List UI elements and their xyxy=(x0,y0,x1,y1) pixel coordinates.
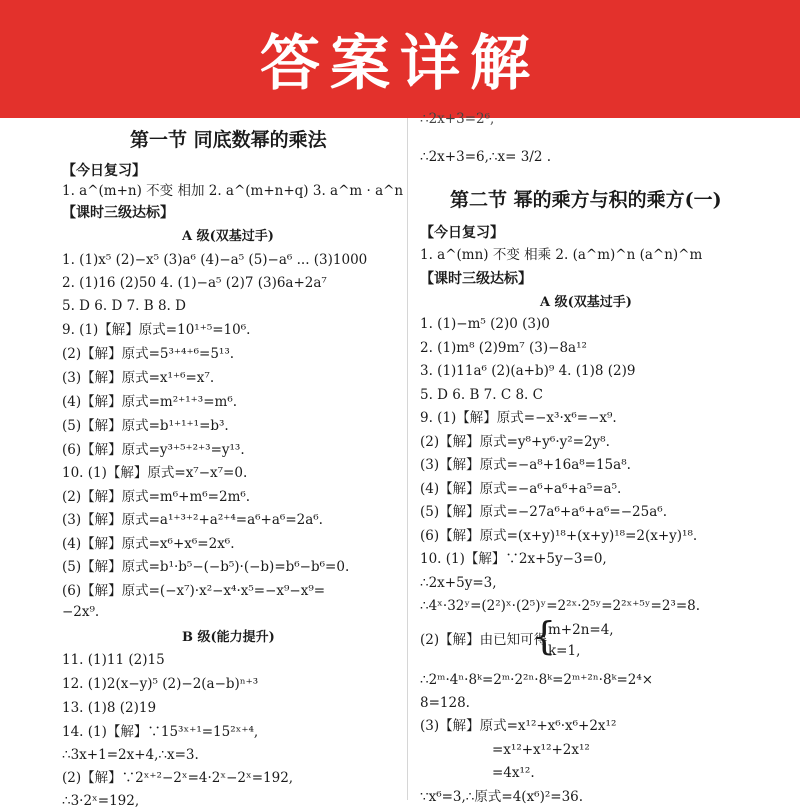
right-review-line: 1. a^(mn) 不变 相乘 2. (a^m)^n (a^n)^m xyxy=(420,247,703,263)
banner-title: 答案详解 xyxy=(260,29,540,99)
right-line: (3)【解】原式=−a⁸+16a⁸=15a⁸. xyxy=(420,457,631,473)
left-line: (4)【解】原式=m²⁺¹⁺³=m⁶. xyxy=(62,394,238,410)
left-line: (6)【解】原式=(−x⁷)·x²−x⁴·x⁵=−x⁹−x⁹= xyxy=(62,583,326,599)
right-line2: 8=128. xyxy=(420,695,470,711)
right-system-brace: { xyxy=(532,614,557,658)
left-line: (2)【解】原式=5³⁺⁴⁺⁶=5¹³. xyxy=(62,346,235,362)
left-level-a: A 级(双基过手) xyxy=(182,229,274,244)
right-section-title: 第二节 幂的乘方与积的乘方(一) xyxy=(450,189,722,211)
left-line: 10. (1)【解】原式=x⁷−x⁷=0. xyxy=(62,465,248,481)
right-line: (4)【解】原式=−a⁶+a⁶+a⁵=a⁵. xyxy=(420,481,622,497)
right-top-cut: ∴2x+3=2⁶, xyxy=(420,111,495,127)
right-line: 1. (1)−m⁵ (2)0 (3)0 xyxy=(420,316,550,332)
right-line: (6)【解】原式=(x+y)¹⁸+(x+y)¹⁸=2(x+y)¹⁸. xyxy=(420,528,698,544)
right-system-eq1: m+2n=4, xyxy=(548,622,614,638)
left-line: −2x⁹. xyxy=(62,604,100,620)
right-top-line: ∴2x+3=6,∴x= 3/2 . xyxy=(420,149,551,165)
left-line: (6)【解】原式=y³⁺⁵⁺²⁺³=y¹³. xyxy=(62,442,245,458)
left-line: (3)【解】原式=x¹⁺⁶=x⁷. xyxy=(62,370,215,386)
right-system-eq2: k=1, xyxy=(548,643,581,659)
right-line: (2)【解】原式=y⁸+y⁶·y²=2y⁸. xyxy=(420,434,610,450)
right-line: 5. D 6. B 7. C 8. C xyxy=(420,387,543,403)
left-line: 9. (1)【解】原式=10¹⁺⁵=10⁶. xyxy=(62,322,251,338)
left-review-heading: 【今日复习】 xyxy=(62,163,146,179)
left-line-b: 13. (1)8 (2)19 xyxy=(62,700,157,716)
left-line: 1. (1)x⁵ (2)−x⁵ (3)a⁶ (4)−a⁵ (5)−a⁶ ... (3)1000 xyxy=(62,252,368,268)
right-line: ∴2x+5y=3, xyxy=(420,575,497,591)
left-line: (4)【解】原式=x⁶+x⁶=2x⁶. xyxy=(62,536,235,552)
right-line2: =x¹²+x¹²+2x¹² xyxy=(492,742,590,758)
right-class-heading: 【课时三级达标】 xyxy=(420,271,532,287)
left-line: (5)【解】原式=b¹⁺¹⁺¹=b³. xyxy=(62,418,229,434)
left-level-b: B 级(能力提升) xyxy=(182,630,275,645)
banner xyxy=(0,0,800,118)
right-line2: =4x¹². xyxy=(492,765,535,781)
right-line2: ∴2ᵐ·4ⁿ·8ᵏ=2ᵐ·2²ⁿ·8ᵏ=2ᵐ⁺²ⁿ·8ᵏ=2⁴× xyxy=(420,672,654,688)
right-line: ∴4ˣ·32ʸ=(2²)ˣ·(2⁵)ʸ=2²ˣ·2⁵ʸ=2²ˣ⁺⁵ʸ=2³=8. xyxy=(420,598,701,614)
right-line2: (3)【解】原式=x¹²+x⁶·x⁶+2x¹² xyxy=(420,718,617,734)
right-review-heading: 【今日复习】 xyxy=(420,225,504,241)
left-line: 2. (1)16 (2)50 4. (1)−a⁵ (2)7 (3)6a+2a⁷ xyxy=(62,275,327,291)
column-divider xyxy=(407,118,408,800)
right-line: 3. (1)11a⁶ (2)(a+b)⁹ 4. (1)8 (2)9 xyxy=(420,363,636,379)
left-line: (5)【解】原式=b¹·b⁵−(−b⁵)·(−b)=b⁶−b⁶=0. xyxy=(62,559,350,575)
left-line-b: 12. (1)2(x−y)⁵ (2)−2(a−b)ⁿ⁺³ xyxy=(62,676,259,692)
left-line: (3)【解】原式=a¹⁺³⁺²+a²⁺⁴=a⁶+a⁶=2a⁶. xyxy=(62,512,323,528)
right-line2: ∵x⁶=3,∴原式=4(x⁶)²=36. xyxy=(420,789,584,805)
left-line-b: 14. (1)【解】∵15³ˣ⁺¹=15²ˣ⁺⁴, xyxy=(62,724,259,740)
left-line-b: (2)【解】∵2ˣ⁺²−2ˣ=4·2ˣ−2ˣ=192, xyxy=(62,770,294,786)
right-system-intro: (2)【解】由已知可得 xyxy=(420,632,548,648)
right-line: 2. (1)m⁸ (2)9m⁷ (3)−8a¹² xyxy=(420,340,587,356)
left-line: (2)【解】原式=m⁶+m⁶=2m⁶. xyxy=(62,489,251,505)
left-section-title: 第一节 同底数幂的乘法 xyxy=(130,129,327,151)
left-line-b: ∴3x+1=2x+4,∴x=3. xyxy=(62,747,199,763)
left-line: 5. D 6. D 7. B 8. D xyxy=(62,298,186,314)
right-line: 10. (1)【解】∵2x+5y−3=0, xyxy=(420,551,607,567)
left-line-b: ∴3·2ˣ=192, xyxy=(62,793,140,809)
left-review-line: 1. a^(m+n) 不变 相加 2. a^(m+n+q) 3. a^m · a^n xyxy=(62,183,404,199)
right-level-a: A 级(双基过手) xyxy=(540,295,632,310)
left-line-b: 11. (1)11 (2)15 xyxy=(62,652,165,668)
right-line: (5)【解】原式=−27a⁶+a⁶+a⁶=−25a⁶. xyxy=(420,504,667,520)
right-line: 9. (1)【解】原式=−x³·x⁶=−x⁹. xyxy=(420,410,617,426)
left-class-heading: 【课时三级达标】 xyxy=(62,205,174,221)
